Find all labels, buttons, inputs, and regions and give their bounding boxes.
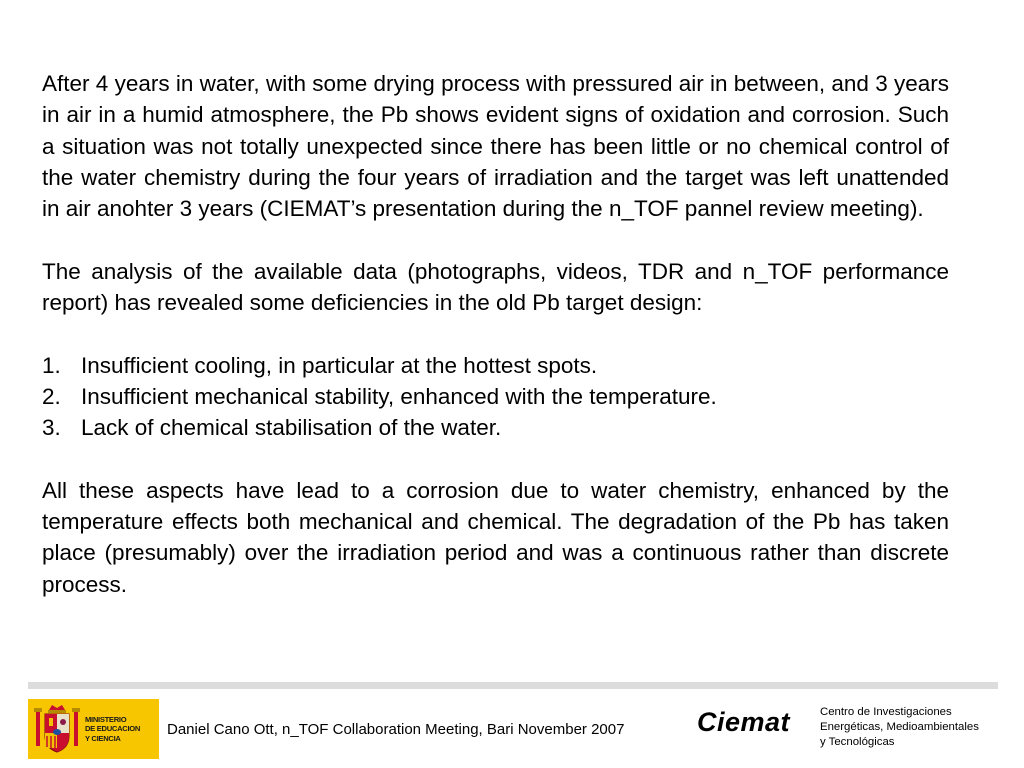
list-item-number: 1. (42, 352, 61, 378)
spanish-coat-of-arms-icon (32, 702, 82, 756)
ciemat-description: Centro de Investigaciones Energéticas, Medioambientales y Tecnológicas (820, 706, 979, 748)
list-item-text: Insufficient cooling, in particular at the hottest spots. (81, 352, 598, 378)
ministry-name: MINISTERIO DE EDUCACION Y CIENCIA (85, 715, 141, 743)
list-item-number: 3. (42, 415, 61, 441)
ministry-logo (28, 699, 159, 759)
paragraph-analysis-intro: The analysis of the available data (photographs, videos, TDR and n_TOF performance report) has revealed some deficiencies in the old Pb target design: (42, 258, 949, 316)
list-item-text: Lack of chemical stabilisation of the water. (81, 415, 502, 441)
list-item (42, 381, 949, 412)
footer-divider (28, 682, 998, 689)
slide-footer (0, 689, 1024, 768)
list-item-number: 2. (42, 383, 61, 409)
list-item (42, 412, 949, 443)
ciemat-logo: Ciemat (697, 707, 791, 737)
slide-body (42, 68, 949, 631)
presentation-credit: Daniel Cano Ott, n_TOF Collaboration Meeting, Bari November 2007 (167, 721, 625, 738)
paragraph-corrosion-observation: After 4 years in water, with some drying process with pressured air in between, and 3 years in air in a humid atmosphere, the Pb shows evident signs of oxidation and corrosion. Such a situation was not totally unexpected since there has been little or no chemical control of the water chemistry during the four years of irradiation and the target was left unattended in air anohter 3 years (CIEMAT’s presentation during the n_TOF pannel review meeting). (42, 71, 949, 222)
list-item (42, 350, 949, 381)
deficiency-list (42, 350, 949, 444)
paragraph-conclusion: All these aspects have lead to a corrosion due to water chemistry, enhanced by the temperature effects both mechanical and chemical. The degradation of the Pb has taken place (presumably) over the irradiation period and was a continuous rather than discrete process. (42, 477, 949, 597)
list-item-text: Insufficient mechanical stability, enhanced with the temperature. (81, 383, 717, 409)
